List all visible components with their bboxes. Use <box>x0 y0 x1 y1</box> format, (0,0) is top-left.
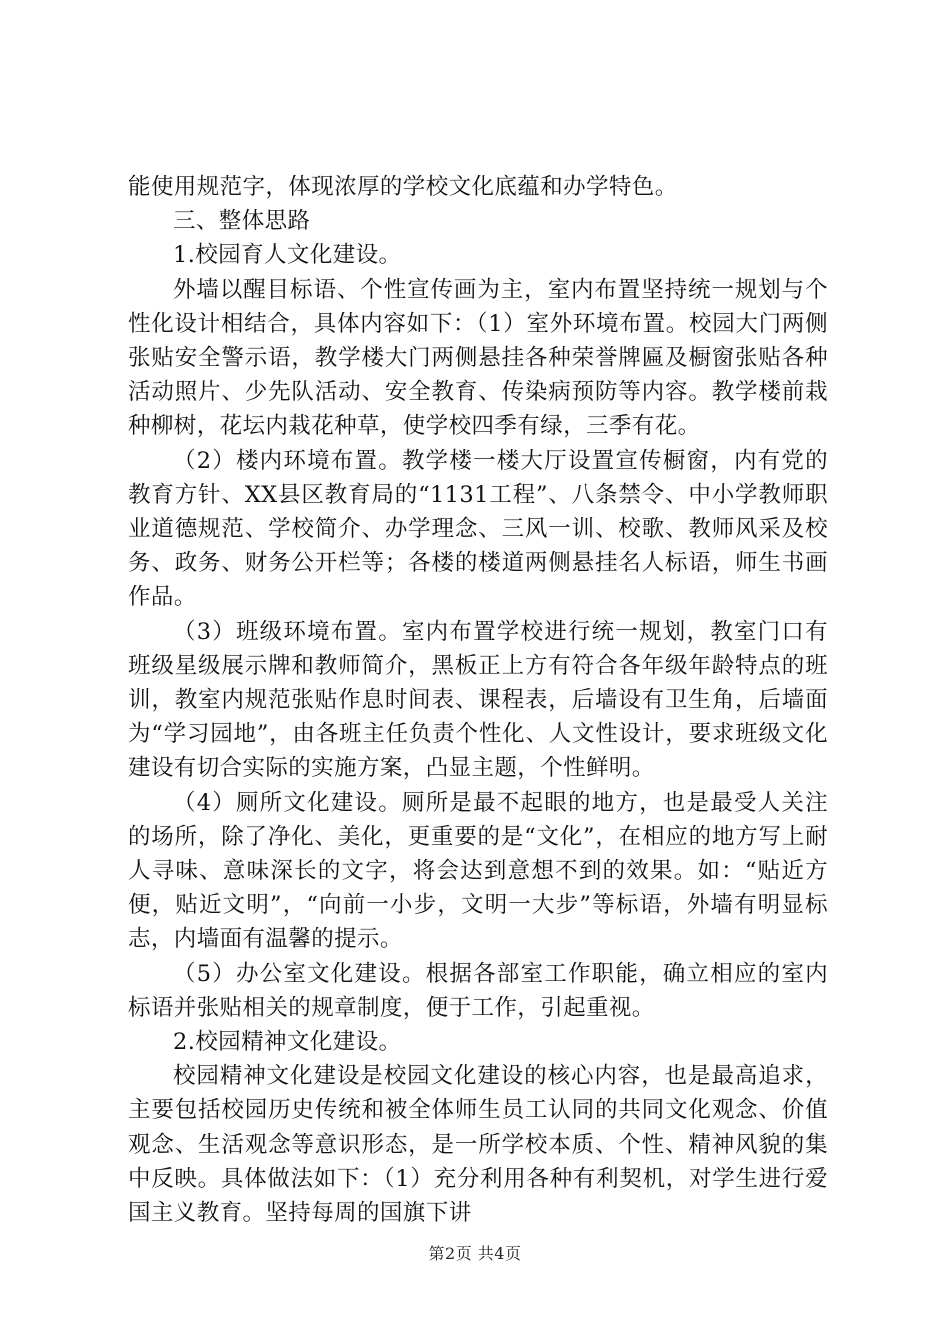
paragraph: （2）楼内环境布置。教学楼一楼大厅设置宣传橱窗，内有党的教育方针、XX县区教育局的“1131工程”、八条禁令、中小学教师职业道德规范、学校简介、办学理念、三风一训、校歌、教师风采及校务、政务、财务公开栏等；各楼的楼道两侧悬挂名人标语，师生书画作品。 <box>128 447 828 611</box>
paragraph: 外墙以醒目标语、个性宣传画为主，室内布置坚持统一规划与个性化设计相结合，具体内容如下：（1）室外环境布置。校园大门两侧张贴安全警示语，教学楼大门两侧悬挂各种荣誉牌匾及橱窗张贴各种活动照片、少先队活动、安全教育、传染病预防等内容。教学楼前栽种柳树，花坛内栽花种草，使学校四季有绿，三季有花。 <box>128 276 828 440</box>
paragraph: （4）厕所文化建设。厕所是最不起眼的地方，也是最受人关注的场所，除了净化、美化，更重要的是“文化”，在相应的地方写上耐人寻味、意味深长的文字，将会达到意想不到的效果。如：“贴近方便，贴近文明”，“向前一小步，文明一大步”等标语，外墙有明显标志，内墙面有温馨的提示。 <box>128 789 828 953</box>
subsection-heading: 2.校园精神文化建设。 <box>173 1029 402 1056</box>
subsection-heading: 1.校园育人文化建设。 <box>173 242 402 269</box>
paragraph-continuation: 能使用规范字，体现浓厚的学校文化底蕴和办学特色。 <box>128 174 678 200</box>
paragraph: 校园精神文化建设是校园文化建设的核心内容，也是最高追求，主要包括校园历史传统和被全体师生员工认同的共同文化观念、价值观念、生活观念等意识形态，是一所学校本质、个性、精神风貌的集中反映。具体做法如下：（1）充分利用各种有利契机，对学生进行爱国主义教育。坚持每周的国旗下讲 <box>128 1063 828 1227</box>
paragraph: （3）班级环境布置。室内布置学校进行统一规划，教室门口有班级星级展示牌和教师简介，黑板正上方有符合各年级年龄特点的班训，教室内规范张贴作息时间表、课程表，后墙设有卫生角，后墙面为“学习园地”，由各班主任负责个性化、人文性设计，要求班级文化建设有切合实际的实施方案，凸显主题，个性鲜明。 <box>128 618 828 782</box>
document-body <box>128 170 828 1230</box>
page-footer: 第2页 共4页 <box>428 1244 522 1263</box>
section-heading: 三、整体思路 <box>173 208 311 235</box>
paragraph: （5）办公室文化建设。根据各部室工作职能，确立相应的室内标语并张贴相关的规章制度，便于工作，引起重视。 <box>128 960 828 1021</box>
